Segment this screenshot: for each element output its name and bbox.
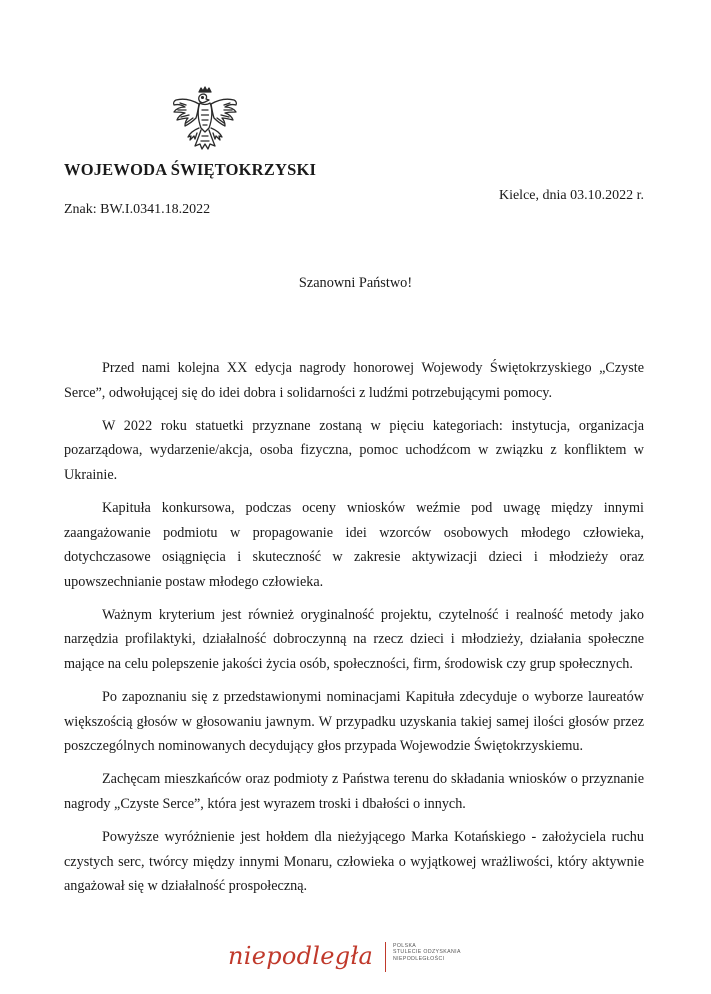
- issuing-authority-title: WOJEWODA ŚWIĘTOKRZYSKI: [64, 160, 317, 179]
- paragraph: Po zapoznaniu się z przedstawionymi nominacjami Kapituła zdecyduje o wyborze laureatów większością głosów w głosowaniu jawnym. W przypadku uzyskania takiej samej ilości głosów przez poszczególnych nominowanych decydujący głos przypada Wojewodzie Świętokrzyskiemu.: [64, 689, 644, 755]
- paragraph: Ważnym kryterium jest również oryginalność projektu, czytelność i realność metody jako narzędzia profilaktyki, działalność dobroczynną na rzecz dzieci i młodzieży, działania społeczne mające na celu polepszenie jakości życia osób, społeczności, firm, środowisk czy grup społecznych.: [64, 606, 644, 673]
- logo-caption-line: POLSKA: [393, 943, 417, 949]
- reference-number: Znak: BW.I.0341.18.2022: [64, 202, 211, 217]
- salutation: Szanowni Państwo!: [298, 275, 413, 291]
- place-and-date: Kielce, dnia 03.10.2022 r.: [498, 188, 644, 203]
- polish-eagle-emblem-icon: [164, 86, 246, 158]
- paragraph: Kapituła konkursowa, podczas oceny wniosków weźmie pod uwagę między innymi zaangażowanie podmiotu w propagowanie idei wzorców osobowych młodego człowieka, dotychczasowe osiągnięcia i skuteczność w zakresie aktywizacji dzieci i młodzieży oraz upowszechnianie postaw młodego człowieka.: [64, 499, 644, 590]
- logo-caption: [393, 943, 461, 962]
- logo-divider: [385, 942, 386, 972]
- letter-body: [64, 356, 644, 907]
- niepodlegla-logo: [228, 936, 488, 980]
- logo-caption-line: STULECIE ODZYSKANIA: [393, 949, 461, 956]
- logo-script-text: niepodległa: [228, 942, 374, 970]
- paragraph: Przed nami kolejna XX edycja nagrody honorowej Wojewody Świętokrzyskiego „Czyste Serce”, odwołującej się do idei dobra i solidarności z ludźmi potrzebującymi pomocy.: [64, 360, 644, 401]
- paragraph: Zachęcam mieszkańców oraz podmioty z Państwa terenu do składania wniosków o przyznanie nagrody „Czyste Serce”, która jest wyrazem troski i dbałości o innych.: [64, 771, 644, 812]
- paragraph: Powyższe wyróżnienie jest hołdem dla nieżyjącego Marka Kotańskiego - założyciela ruchu czystych serc, twórcy między innymi Monaru, człowieka o wyjątkowej wrażliwości, który aktywnie angażował się w działalność prospołeczną.: [64, 829, 644, 895]
- logo-caption-line: NIEPODLEGŁOŚCI: [393, 955, 445, 962]
- paragraph: W 2022 roku statuetki przyznane zostaną w pięciu kategoriach: instytucja, organizacja pozarządowa, wydarzenie/akcja, osoba fizyczna, pomoc uchodźcom w związku z konfliktem w Ukrainie.: [64, 417, 644, 483]
